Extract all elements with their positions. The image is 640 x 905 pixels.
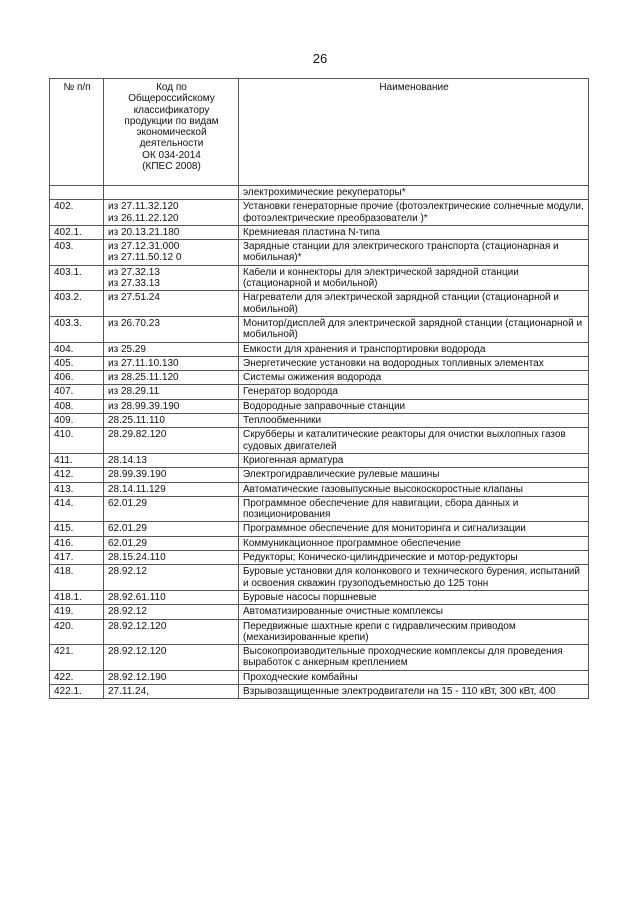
row-code-line: 28.14.13 xyxy=(108,454,147,466)
row-code-line: из 28.25.11.120 xyxy=(108,372,179,384)
row-code-line: 62.01.29 xyxy=(108,537,147,549)
table-row xyxy=(50,399,589,413)
row-code xyxy=(104,265,239,291)
row-name: Высокопроизводительные проходческие комплексы для проведения выработок с анкерным креплением xyxy=(239,645,589,671)
row-name: Зарядные станции для электрического транспорта (стационарная и мобильная)* xyxy=(239,240,589,266)
row-number: 403.3. xyxy=(50,316,104,342)
row-number: 407. xyxy=(50,385,104,399)
row-name: Коммуникационное программное обеспечение xyxy=(239,536,589,550)
row-code-line: 28.92.12.190 xyxy=(108,671,167,683)
row-code xyxy=(104,482,239,496)
row-code-line: 62.01.29 xyxy=(108,497,147,509)
row-code xyxy=(104,240,239,266)
row-code-line: из 28.29.11 xyxy=(108,386,160,398)
row-number: 408. xyxy=(50,399,104,413)
table-row xyxy=(50,684,589,698)
row-code-line: из 26.11.22.120 xyxy=(108,212,179,224)
row-number: 411. xyxy=(50,453,104,467)
row-name: Системы ожижения водорода xyxy=(239,371,589,385)
row-name: Монитор/дисплей для электрической зарядной станции (стационарной и мобильной) xyxy=(239,316,589,342)
table-row xyxy=(50,240,589,266)
row-number: 404. xyxy=(50,342,104,356)
table-row xyxy=(50,565,589,591)
row-number: 409. xyxy=(50,414,104,428)
row-code-line: 28.92.12.120 xyxy=(108,620,167,632)
row-number: 413. xyxy=(50,482,104,496)
table-row xyxy=(50,385,589,399)
table-row xyxy=(50,428,589,454)
row-code xyxy=(104,605,239,619)
row-code xyxy=(104,200,239,226)
row-code-line: 28.92.61.110 xyxy=(108,591,166,603)
row-name: Электрогидравлические рулевые машины xyxy=(239,468,589,482)
table-row xyxy=(50,468,589,482)
table-row xyxy=(50,200,589,226)
products-table xyxy=(49,78,589,699)
table-row xyxy=(50,356,589,370)
row-number: 402.1. xyxy=(50,225,104,239)
row-name: Проходческие комбайны xyxy=(239,670,589,684)
table-row xyxy=(50,496,589,522)
row-name: Кремниевая пластина N-типа xyxy=(239,225,589,239)
row-number: 417. xyxy=(50,551,104,565)
header-number: № п/п xyxy=(50,79,104,186)
table-row xyxy=(50,645,589,671)
row-name: Буровые насосы поршневые xyxy=(239,590,589,604)
row-code xyxy=(104,522,239,536)
row-code-line: из 27.33.13 xyxy=(108,278,160,290)
row-number: 419. xyxy=(50,605,104,619)
table-row xyxy=(50,414,589,428)
row-name: Водородные заправочные станции xyxy=(239,399,589,413)
row-code-line: из 27.32.13 xyxy=(108,266,160,278)
row-code xyxy=(104,645,239,671)
row-name: Генератор водорода xyxy=(239,385,589,399)
row-number: 422.1. xyxy=(50,684,104,698)
row-code-line: 28.92.12.120 xyxy=(108,646,167,658)
row-code xyxy=(104,291,239,317)
table-row xyxy=(50,536,589,550)
header-code xyxy=(104,79,239,186)
row-number: 403.1. xyxy=(50,265,104,291)
row-number: 414. xyxy=(50,496,104,522)
row-number: 402. xyxy=(50,200,104,226)
row-number xyxy=(50,186,104,200)
row-name: Передвижные шахтные крепи с гидравлическим приводом (механизированные крепи) xyxy=(239,619,589,645)
table-row xyxy=(50,453,589,467)
row-code-line: из 27.11.32.120 xyxy=(108,201,179,213)
row-number: 406. xyxy=(50,371,104,385)
row-name: Нагреватели для электрической зарядной станции (стационарной и мобильной) xyxy=(239,291,589,317)
row-name: Емкости для хранения и транспортировки водорода xyxy=(239,342,589,356)
table-row xyxy=(50,482,589,496)
row-code xyxy=(104,371,239,385)
header-code-line: Общероссийскому xyxy=(128,93,215,105)
row-name: Взрывозащищенные электродвигатели на 15 - 110 кВт, 300 кВт, 400 xyxy=(239,684,589,698)
row-number: 420. xyxy=(50,619,104,645)
row-code xyxy=(104,356,239,370)
table-row xyxy=(50,619,589,645)
row-code xyxy=(104,496,239,522)
table-row xyxy=(50,590,589,604)
row-number: 410. xyxy=(50,428,104,454)
header-code-line: продукции по видам xyxy=(124,115,219,127)
row-number: 405. xyxy=(50,356,104,370)
table-row xyxy=(50,316,589,342)
row-code-line: из 27.51.24 xyxy=(108,292,160,304)
row-code xyxy=(104,414,239,428)
row-code-line: 28.25.11.110 xyxy=(108,415,165,427)
table-row xyxy=(50,551,589,565)
row-name: Программное обеспечение для мониторинга и сигнализации xyxy=(239,522,589,536)
row-code-line: из 20.13.21.180 xyxy=(108,226,180,238)
row-code-line: из 27.12.31.000 xyxy=(108,241,180,253)
row-code xyxy=(104,428,239,454)
table-row xyxy=(50,265,589,291)
row-name: Теплообменники xyxy=(239,414,589,428)
row-name: Автоматизированные очистные комплексы xyxy=(239,605,589,619)
header-code-line: классификатору xyxy=(133,104,210,116)
header-code-line: Код по xyxy=(156,82,187,93)
row-code-line: из 25.29 xyxy=(108,343,146,355)
row-code-line: 28.92.12 xyxy=(108,566,147,578)
row-name: Редукторы; Коническо-цилиндрические и мотор-редукторы xyxy=(239,551,589,565)
row-code xyxy=(104,342,239,356)
row-code-line: из 26.70.23 xyxy=(108,317,160,329)
row-code xyxy=(104,468,239,482)
row-name: Установки генераторные прочие (фотоэлектрические солнечные модули, фотоэлектрические преобразователи )* xyxy=(239,200,589,226)
page-number: 26 xyxy=(312,51,328,66)
table-row xyxy=(50,342,589,356)
row-code xyxy=(104,565,239,591)
table-row xyxy=(50,670,589,684)
table-row xyxy=(50,291,589,317)
row-code xyxy=(104,453,239,467)
row-number: 412. xyxy=(50,468,104,482)
table-header-row xyxy=(50,79,589,186)
header-code-line: ОК 034-2014 xyxy=(142,149,201,161)
row-code xyxy=(104,316,239,342)
header-name: Наименование xyxy=(239,79,589,186)
row-number: 416. xyxy=(50,536,104,550)
row-code xyxy=(104,590,239,604)
row-name: Криогенная арматура xyxy=(239,453,589,467)
row-code-line: из 27.11.10.130 xyxy=(108,357,179,369)
row-code-line: 28.14.11.129 xyxy=(108,483,166,495)
header-code-line: деятельности xyxy=(139,138,204,150)
row-name: Буровые установки для колонкового и технического бурения, испытаний и освоения скважин грузоподъемностью до 125 тонн xyxy=(239,565,589,591)
row-code-line: 28.29.82.120 xyxy=(108,429,167,441)
row-code xyxy=(104,225,239,239)
row-code xyxy=(104,684,239,698)
table-row xyxy=(50,371,589,385)
row-code xyxy=(104,186,239,200)
row-name: Кабели и коннекторы для электрической зарядной станции (стационарной и мобильной) xyxy=(239,265,589,291)
row-code xyxy=(104,619,239,645)
row-code-line: из 28.99.39.190 xyxy=(108,400,180,412)
row-name: электрохимические рекуператоры* xyxy=(239,186,589,200)
row-code-line: 28.92.12 xyxy=(108,606,147,618)
row-number: 422. xyxy=(50,670,104,684)
table-body xyxy=(50,186,589,699)
header-code-line: экономической xyxy=(136,127,207,139)
row-number: 403. xyxy=(50,240,104,266)
row-code xyxy=(104,551,239,565)
row-name: Программное обеспечение для навигации, сбора данных и позиционирования xyxy=(239,496,589,522)
row-number: 421. xyxy=(50,645,104,671)
row-number: 418.1. xyxy=(50,590,104,604)
row-code xyxy=(104,399,239,413)
row-code-line: 28.99.39.190 xyxy=(108,469,167,481)
table-row xyxy=(50,186,589,200)
table-row xyxy=(50,522,589,536)
row-code-line: 28.15.24.110 xyxy=(108,552,166,564)
row-number: 418. xyxy=(50,565,104,591)
table-row xyxy=(50,605,589,619)
header-code-line: (КПЕС 2008) xyxy=(142,161,201,173)
row-number: 403.2. xyxy=(50,291,104,317)
row-name: Энергетические установки на водородных топливных элементах xyxy=(239,356,589,370)
row-code xyxy=(104,536,239,550)
row-name: Скрубберы и каталитические реакторы для очистки выхлопных газов судовых двигателей xyxy=(239,428,589,454)
row-code-line: 27.11.24, xyxy=(108,685,149,697)
row-code xyxy=(104,670,239,684)
row-number: 415. xyxy=(50,522,104,536)
row-name: Автоматические газовыпускные высокоскоростные клапаны xyxy=(239,482,589,496)
row-code xyxy=(104,385,239,399)
row-code-line: 62.01.29 xyxy=(108,523,147,535)
table-row xyxy=(50,225,589,239)
row-code-line: из 27.11.50.12 0 xyxy=(108,252,182,264)
